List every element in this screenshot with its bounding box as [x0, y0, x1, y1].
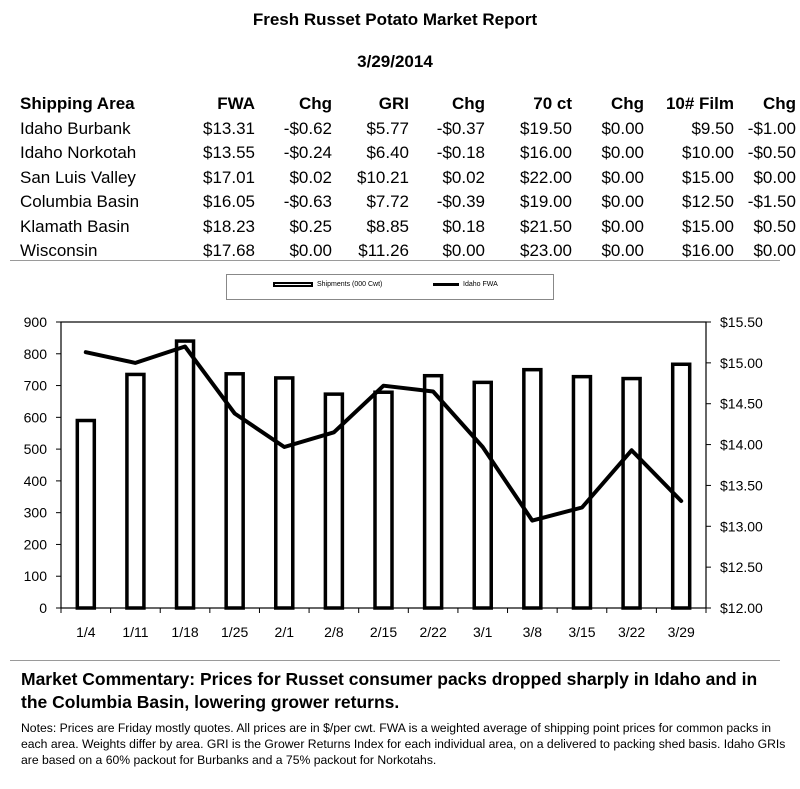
price-cell: $13.31 [203, 118, 255, 138]
price-cell: -$0.62 [283, 118, 332, 138]
price-cell: -$0.18 [436, 143, 485, 163]
price-cell: -$0.63 [283, 192, 332, 212]
legend-label-fwa: Idaho FWA [463, 281, 498, 288]
table-row [20, 141, 796, 166]
shipping-area-cell: Idaho Norkotah [20, 143, 137, 163]
col-header-fwa-chg: Chg [298, 94, 332, 114]
shipping-area-cell: Wisconsin [20, 241, 98, 261]
shipment-bar [623, 379, 640, 608]
left-axis-tick-label: 600 [23, 409, 47, 426]
price-cell: $0.00 [601, 118, 644, 138]
left-axis-tick-label: 800 [23, 345, 47, 362]
shipping-area-cell: Idaho Burbank [20, 118, 131, 138]
left-axis-tick-label: 0 [39, 600, 47, 616]
left-axis-tick-label: 200 [23, 536, 47, 553]
market-commentary: Market Commentary: Prices for Russet consumer packs dropped sharply in Idaho and in the Columbia Basin, lowering grower returns. [21, 669, 758, 712]
price-cell: -$0.37 [436, 118, 485, 138]
col-header-70ct: 70 ct [533, 94, 572, 114]
col-header-70ct-chg: Chg [610, 94, 644, 114]
price-table [20, 92, 796, 264]
shipment-bar [375, 392, 392, 608]
price-cell: $21.50 [520, 216, 572, 236]
price-cell: $13.55 [203, 143, 255, 163]
table-divider [10, 260, 780, 261]
x-axis-category-label: 3/22 [617, 624, 646, 640]
price-cell: $11.26 [358, 241, 409, 261]
chart-legend [226, 274, 554, 300]
price-cell: $17.01 [203, 167, 255, 187]
price-cell: $0.00 [601, 143, 644, 163]
price-cell: $0.00 [601, 167, 644, 187]
col-header-gri: GRI [378, 94, 409, 114]
price-cell: -$1.00 [747, 118, 796, 138]
price-cell: $5.77 [366, 118, 409, 138]
x-axis-category-label: 1/4 [76, 624, 96, 640]
price-cell: $15.00 [682, 216, 734, 236]
table-row [20, 117, 796, 142]
x-axis-category-label: 2/22 [419, 624, 447, 640]
legend-line-swatch [433, 283, 459, 286]
col-header-area: Shipping Area [20, 94, 135, 114]
right-axis-tick-label: $12.00 [720, 600, 763, 616]
x-axis-category-label: 3/15 [568, 624, 596, 640]
x-axis-category-label: 3/29 [667, 624, 695, 640]
price-cell: $0.00 [289, 241, 332, 261]
shipment-bar [77, 421, 94, 608]
table-row [20, 166, 796, 191]
shipments-price-chart [0, 310, 800, 655]
shipment-bar [573, 377, 590, 608]
price-cell: $9.50 [691, 118, 734, 138]
left-axis-tick-label: 900 [23, 314, 47, 330]
price-cell: -$0.50 [747, 143, 796, 163]
right-axis-tick-label: $13.00 [720, 518, 763, 535]
shipment-bar [127, 374, 144, 608]
shipment-bar [524, 370, 541, 608]
x-axis-category-label: 3/8 [522, 624, 543, 640]
table-header-row [20, 92, 796, 117]
right-axis-tick-label: $14.50 [720, 395, 763, 412]
left-axis-tick-label: 700 [23, 377, 47, 394]
left-axis-tick-label: 400 [23, 472, 47, 489]
left-axis-tick-label: 300 [23, 504, 47, 521]
right-axis-tick-label: $13.50 [720, 477, 763, 494]
price-cell: $12.50 [682, 192, 734, 212]
left-axis-tick-label: 500 [23, 441, 47, 458]
legend-label-shipments: Shipments (000 Cwt) [317, 281, 383, 288]
shipment-bar [673, 364, 690, 608]
col-header-fwa: FWA [217, 94, 255, 114]
price-cell: $17.68 [203, 241, 255, 261]
right-axis-tick-label: $15.50 [720, 314, 763, 330]
price-cell: $0.00 [753, 241, 796, 261]
table-row [20, 190, 796, 215]
col-header-film-chg: Chg [762, 94, 796, 114]
legend-bar-swatch [273, 282, 313, 287]
price-cell: $19.50 [520, 118, 572, 138]
price-cell: $0.00 [753, 167, 796, 187]
right-axis-tick-label: $15.00 [720, 354, 763, 371]
shipment-bar [276, 378, 293, 608]
x-axis-category-label: 1/11 [122, 624, 149, 640]
price-cell: $7.72 [366, 192, 409, 212]
price-cell: $0.25 [289, 216, 332, 236]
x-axis-category-label: 2/8 [324, 624, 344, 640]
price-cell: $10.00 [682, 143, 734, 163]
shipping-area-cell: Klamath Basin [20, 216, 130, 236]
price-cell: $16.00 [682, 241, 734, 261]
shipping-area-cell: Columbia Basin [20, 192, 140, 212]
price-cell: $23.00 [520, 241, 572, 261]
price-cell: $16.00 [520, 143, 572, 163]
shipment-bar [226, 374, 243, 608]
report-title: Fresh Russet Potato Market Report [252, 10, 538, 29]
notes-text: Notes: Prices are Friday mostly quotes. All prices are in $/per cwt. FWA is a weighted average of shipping point prices for common packs in each area. Weights differ by area. GRI is the Grower Returns Index for each individual area, on a delivered to packing shed basis. Idaho GRIs are based on a 60% packout for Burbanks and a 75% packout for Norkotahs. [21, 721, 786, 767]
price-cell: $0.00 [601, 241, 644, 261]
price-cell: $0.00 [601, 192, 644, 212]
left-axis-tick-label: 100 [23, 568, 47, 585]
right-axis-tick-label: $14.00 [720, 436, 763, 453]
right-axis-tick-label: $12.50 [720, 559, 763, 576]
shipment-bar [425, 376, 442, 608]
price-cell: $22.00 [520, 167, 572, 187]
price-cell: -$0.24 [283, 143, 332, 163]
x-axis-category-label: 2/15 [369, 624, 398, 640]
price-cell: $0.02 [289, 167, 332, 187]
price-cell: $19.00 [520, 192, 572, 212]
table-row [20, 215, 796, 240]
col-header-film: 10# Film [665, 94, 734, 114]
price-cell: $0.18 [442, 216, 485, 236]
x-axis-category-label: 2/1 [274, 624, 295, 640]
legend-item-fwa [433, 281, 498, 288]
price-cell: -$0.39 [436, 192, 485, 212]
report-date: 3/29/2014 [357, 52, 433, 71]
price-cell: $0.00 [442, 241, 485, 261]
price-cell: $10.21 [357, 167, 409, 187]
price-cell: $16.05 [203, 192, 255, 212]
chart-divider [10, 660, 780, 661]
col-header-gri-chg: Chg [451, 94, 485, 114]
price-cell: $0.02 [442, 167, 485, 187]
price-cell: -$1.50 [747, 192, 796, 212]
price-cell: $0.00 [601, 216, 644, 236]
x-axis-category-label: 3/1 [472, 624, 493, 640]
price-cell: $15.00 [682, 167, 734, 187]
price-cell: $0.50 [753, 216, 796, 236]
shipment-bar [177, 341, 194, 608]
price-cell: $6.40 [366, 143, 409, 163]
x-axis-category-label: 1/25 [221, 624, 249, 640]
shipping-area-cell: San Luis Valley [20, 167, 136, 187]
price-cell: $8.85 [366, 216, 409, 236]
shipment-bar [474, 382, 491, 608]
legend-item-shipments [273, 281, 382, 288]
x-axis-category-label: 1/18 [171, 624, 199, 640]
price-cell: $18.23 [203, 216, 255, 236]
